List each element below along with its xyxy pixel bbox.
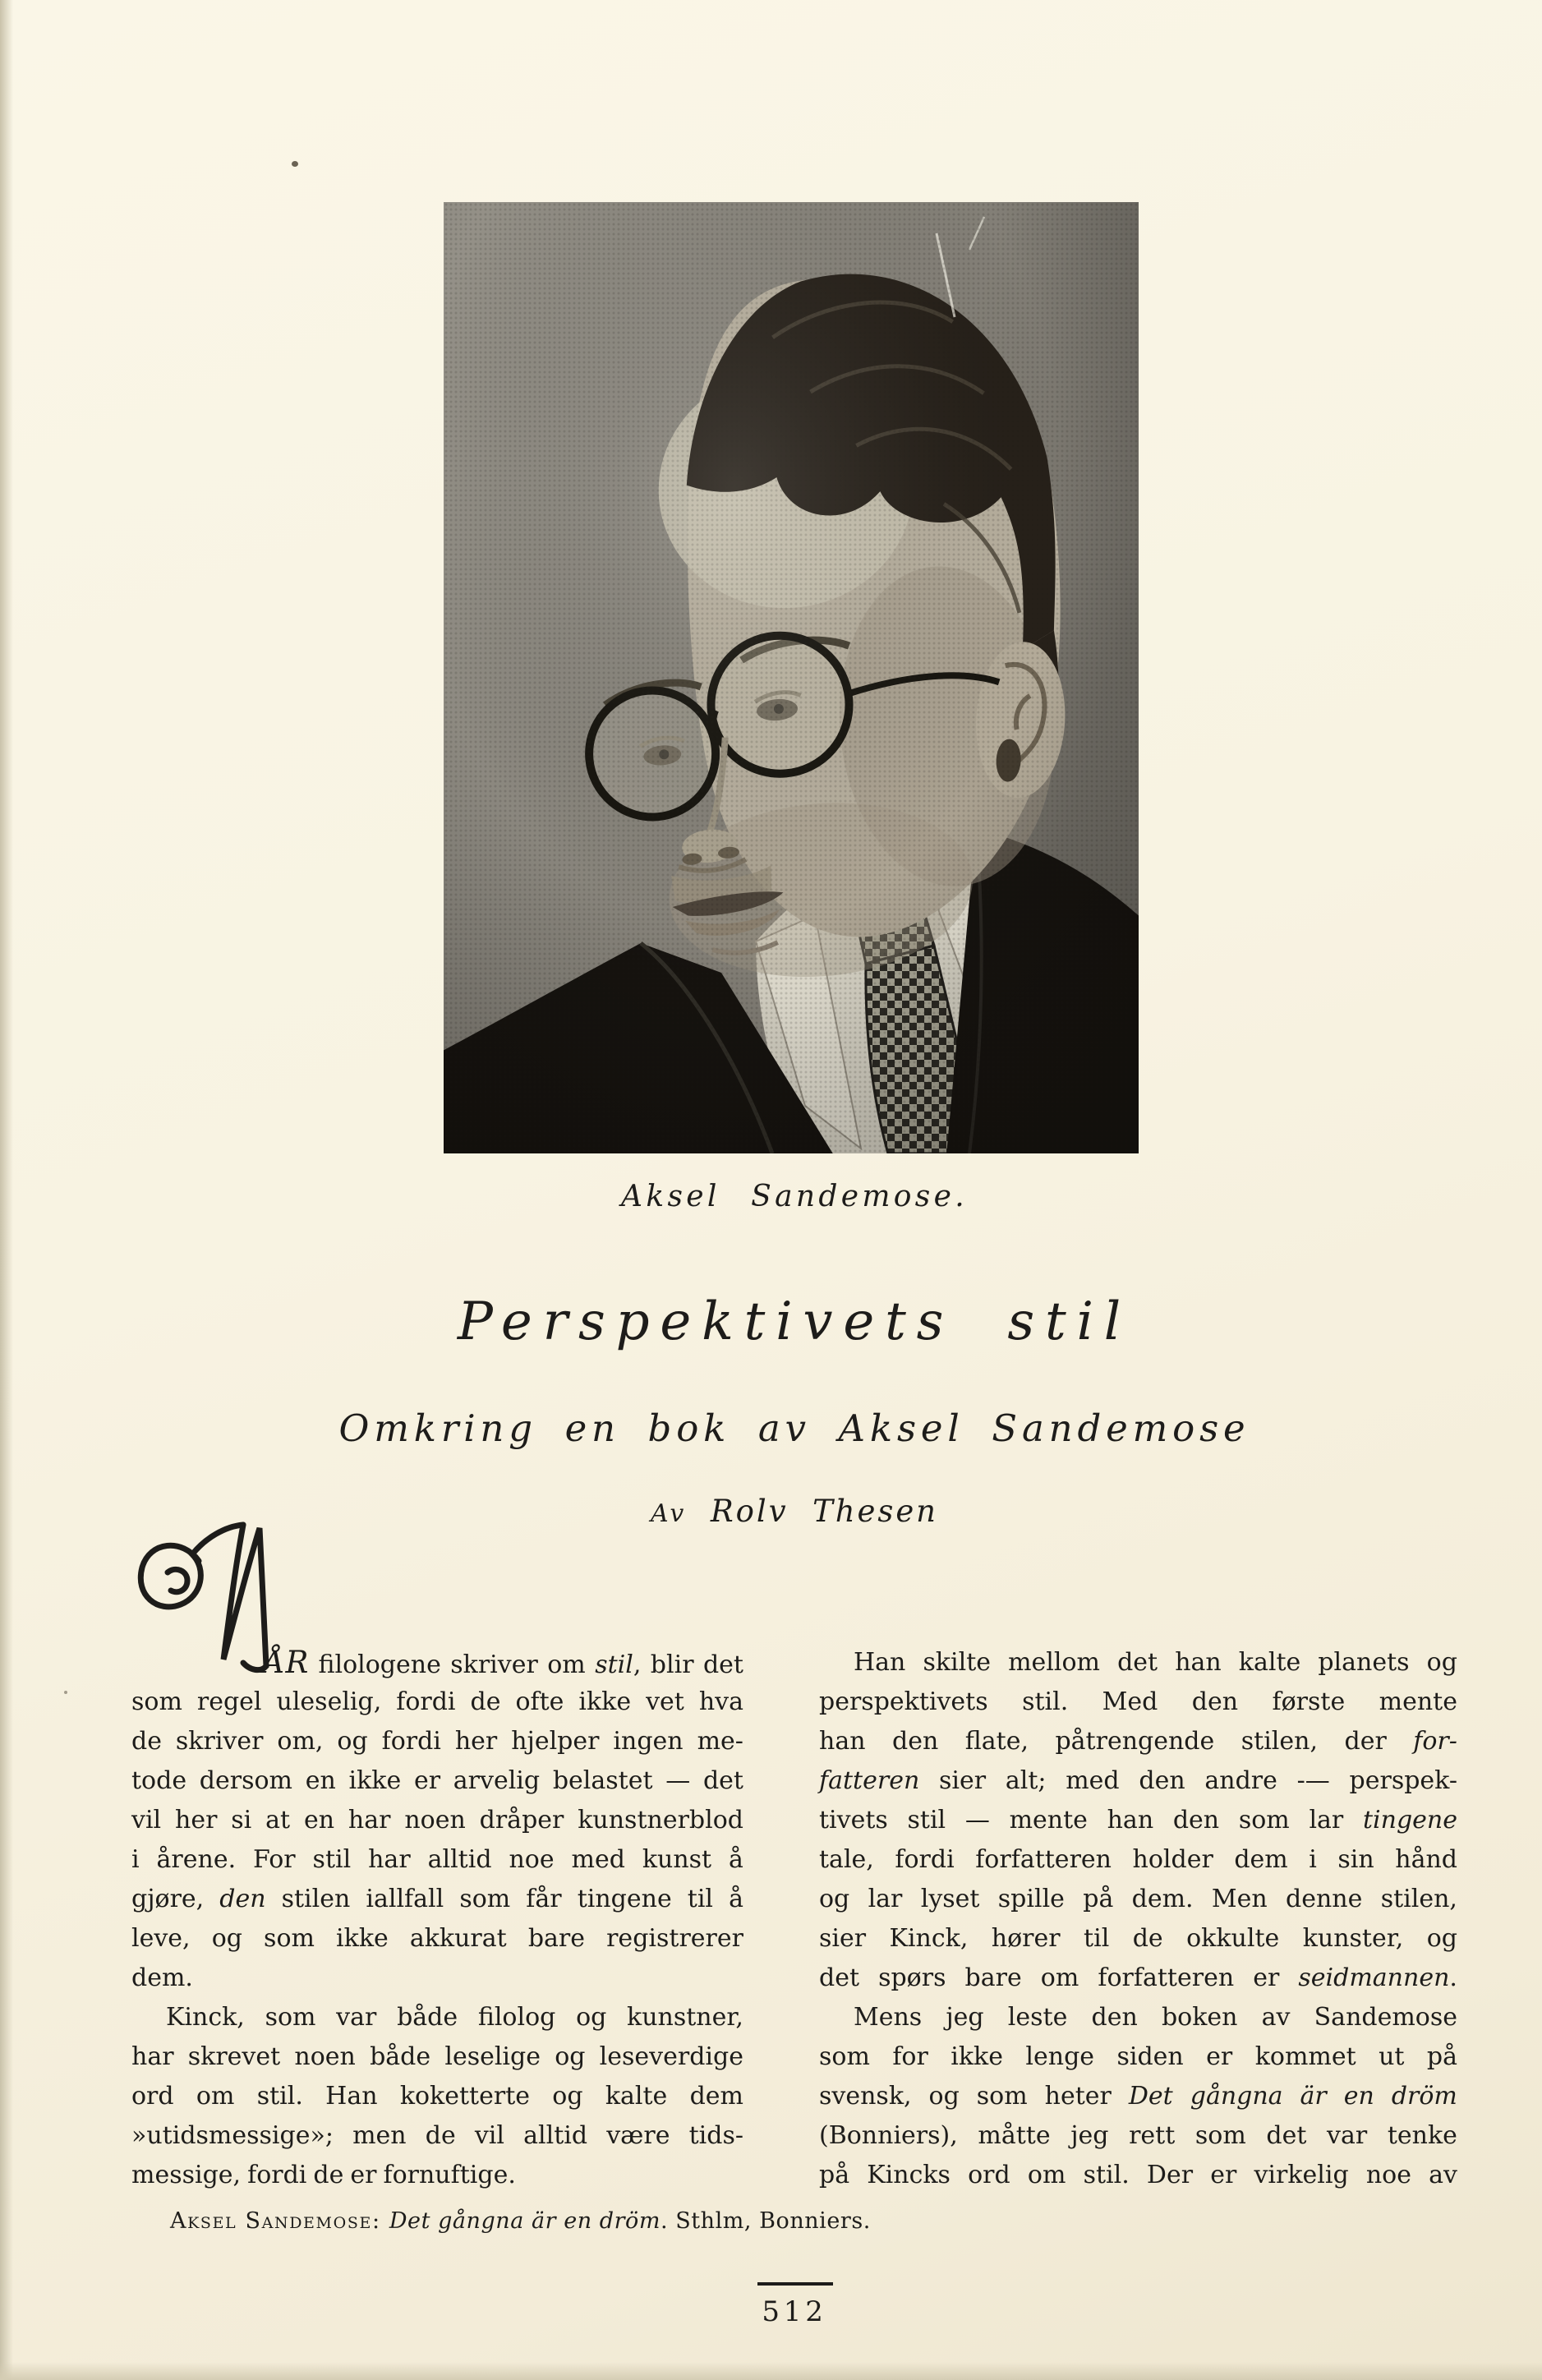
text-line: de skriver om, og fordi her hjelper ingen me- <box>131 1727 743 1756</box>
page-number: 512 <box>762 2295 827 2328</box>
text-line: svensk, og som heter Det gångna är en dröm <box>819 2082 1457 2111</box>
text-line: leve, og som ikke akkurat bare registrerer <box>131 1924 743 1953</box>
text-line: sier Kinck, hører til de okkulte kunster, og <box>819 1924 1457 1953</box>
paper-speck <box>292 161 298 167</box>
page-edge-shadow-bottom <box>0 2362 1542 2380</box>
text-line: Kinck, som var både filolog og kunstner, <box>166 2003 743 2032</box>
page-number-rule <box>757 2282 833 2286</box>
text-line: og lar lyset spille på dem. Men denne stilen, <box>819 1885 1457 1913</box>
text-line: Han skilte mellom det han kalte planets og <box>854 1648 1457 1677</box>
footnote-text: . Sthlm, Bonniers. <box>660 2208 871 2234</box>
text-line: tivets stil — mente han den som lar tingene <box>819 1806 1457 1834</box>
text-line: ÅR filologene skriver om stil, blir det <box>263 1645 743 1680</box>
text-line: vil her si at en har noen dråper kunstnerblod <box>131 1806 743 1834</box>
text-line: perspektivets stil. Med den første mente <box>819 1687 1457 1716</box>
text-line: »utidsmessige»; men de vil alltid være tids- <box>131 2121 743 2150</box>
text-line: dem. <box>131 1963 193 1992</box>
text-line: (Bonniers), måtte jeg rett som det var tenke <box>819 2121 1457 2150</box>
byline-author: Rolv Thesen <box>710 1494 938 1529</box>
article-subtitle: Omkring en bok av Aksel Sandemose <box>338 1406 1250 1450</box>
text-line: i årene. For stil har alltid noe med kunst å <box>131 1845 743 1874</box>
byline <box>131 1494 1457 1529</box>
text-line: på Kincks ord om stil. Der er virkelig noe av <box>819 2161 1457 2189</box>
text-column-right <box>819 1643 1457 2195</box>
footnote-text: Aksel Sandemose: <box>170 2208 389 2234</box>
text-column-left <box>131 1643 743 2195</box>
text-line: ord om stil. Han koketterte og kalte dem <box>131 2082 743 2111</box>
byline-prefix: Av <box>651 1499 687 1528</box>
portrait-photo <box>444 202 1139 1153</box>
page-edge-shadow-left <box>0 0 13 2380</box>
text-line: tode dersom en ikke er arvelig belastet — det <box>131 1766 743 1795</box>
footnote <box>170 2208 871 2234</box>
text-line: som regel uleselig, fordi de ofte ikke vet hva <box>131 1687 743 1716</box>
text-line: har skrevet noen både leselige og leseverdige <box>131 2042 743 2071</box>
text-line: som for ikke lenge siden er kommet ut på <box>819 2042 1457 2071</box>
text-line: det spørs bare om forfatteren er seidmannen. <box>819 1963 1457 1992</box>
photo-caption: Aksel Sandemose. <box>621 1180 968 1213</box>
footnote-text: Det gångna är en dröm <box>389 2208 661 2234</box>
text-line: messige, fordi de er fornuftige. <box>131 2161 516 2189</box>
text-line: fatteren sier alt; med den andre -— perspek- <box>819 1766 1457 1795</box>
text-line: tale, fordi forfatteren holder dem i sin hånd <box>819 1845 1457 1874</box>
portrait-illustration <box>444 202 1139 1153</box>
text-line: gjøre, den stilen iallfall som får tingene til å <box>131 1885 743 1913</box>
paper-speck <box>64 1691 67 1694</box>
text-line: han den flate, påtrengende stilen, der for- <box>819 1727 1457 1756</box>
article-title: Perspektivets stil <box>457 1291 1132 1352</box>
text-line: Mens jeg leste den boken av Sandemose <box>854 2003 1457 2032</box>
